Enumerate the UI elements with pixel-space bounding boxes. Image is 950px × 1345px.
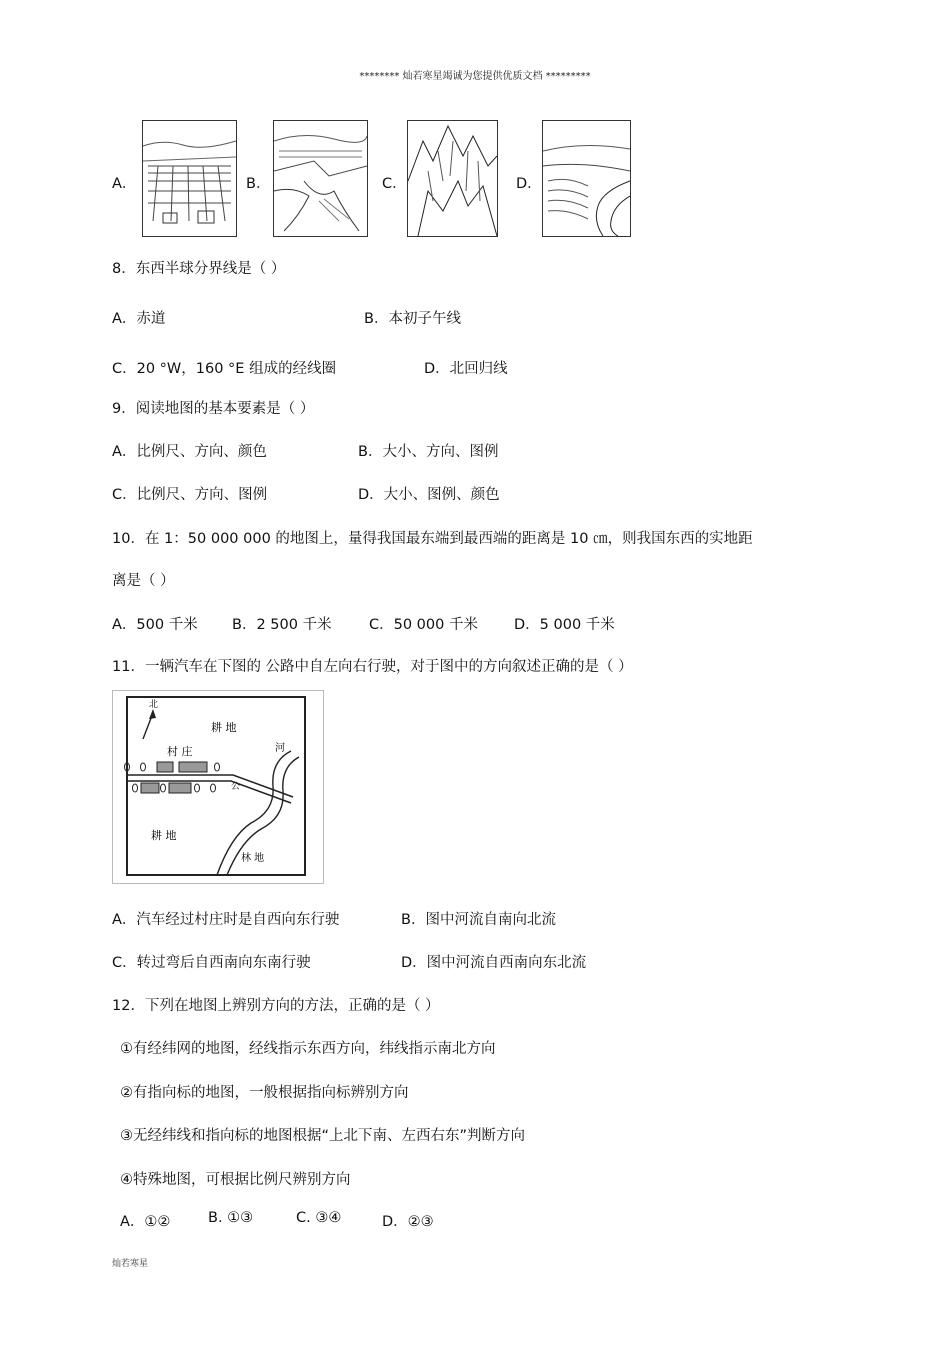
village-houses bbox=[141, 762, 207, 793]
q7-option-a-label[interactable]: A． bbox=[112, 176, 137, 192]
village-label: 村 庄 bbox=[167, 745, 193, 758]
q11-stem: 11．一辆汽车在下图的 公路中自左向右行驶，对于图中的方向叙述正确的是（ ） bbox=[112, 659, 633, 675]
page-footer: 灿若寒星 bbox=[112, 1259, 149, 1269]
q7-option-a-image[interactable] bbox=[142, 120, 237, 237]
q12-option-c[interactable]: C. ③④ bbox=[296, 1210, 342, 1226]
q10-option-c[interactable]: C．50 000 千米 bbox=[369, 617, 478, 633]
q8-option-b[interactable]: B．本初子午线 bbox=[364, 311, 461, 327]
q12-statement-1: ①有经纬网的地图，经线指示东西方向，纬线指示南北方向 bbox=[120, 1041, 496, 1057]
q11-option-d[interactable]: D．图中河流自西南向东北流 bbox=[401, 955, 587, 971]
q7-option-d-image[interactable] bbox=[542, 120, 631, 237]
q12-option-a[interactable]: A．①② bbox=[120, 1214, 171, 1230]
q10-stem-line1: 10．在 1：50 000 000 的地图上，量得我国最东端到最西端的距离是 10 ㎝，则我国东西的实地距 bbox=[112, 531, 753, 547]
q10-option-d[interactable]: D．5 000 千米 bbox=[514, 617, 615, 633]
q11-map bbox=[112, 690, 324, 884]
north-label: 北 bbox=[149, 700, 159, 710]
forest-label: 林 地 bbox=[241, 853, 265, 864]
q9-option-d[interactable]: D．大小、图例、颜色 bbox=[358, 487, 500, 503]
page-header: ******** 灿若寒星竭诚为您提供优质文档 ********* bbox=[359, 71, 591, 82]
q7-option-b-image[interactable] bbox=[273, 120, 368, 237]
farmland-landscape-sketch bbox=[143, 121, 236, 236]
q12-statement-2: ②有指向标的地图，一般根据指向标辨别方向 bbox=[120, 1085, 409, 1101]
north-arrow-icon bbox=[143, 698, 158, 739]
q8-option-a[interactable]: A．赤道 bbox=[112, 311, 166, 327]
q12-option-b[interactable]: B. ①③ bbox=[208, 1210, 254, 1226]
mountain-landscape-sketch bbox=[408, 121, 497, 236]
q7-option-c-label[interactable]: C． bbox=[382, 176, 407, 192]
q9-option-c[interactable]: C．比例尺、方向、图例 bbox=[112, 487, 268, 503]
q11-option-b[interactable]: B．图中河流自南向北流 bbox=[401, 912, 556, 928]
road-label: 公 bbox=[231, 782, 241, 792]
q10-option-b[interactable]: B．2 500 千米 bbox=[232, 617, 332, 633]
q9-option-a[interactable]: A．比例尺、方向、颜色 bbox=[112, 444, 267, 460]
q8-stem: 8．东西半球分界线是（ ） bbox=[112, 261, 286, 277]
q7-option-b-label[interactable]: B． bbox=[246, 176, 271, 192]
q12-statement-3: ③无经纬线和指向标的地图根据“上北下南、左西右东”判断方向 bbox=[120, 1128, 526, 1144]
q11-option-c[interactable]: C．转过弯后自西南向东南行驶 bbox=[112, 955, 311, 971]
q7-option-c-image[interactable] bbox=[407, 120, 498, 237]
valley-landscape-sketch bbox=[274, 121, 367, 236]
q8-option-d[interactable]: D．北回归线 bbox=[424, 361, 508, 377]
q9-stem: 9．阅读地图的基本要素是（ ） bbox=[112, 401, 315, 417]
q12-statement-4: ④特殊地图，可根据比例尺辨别方向 bbox=[120, 1172, 351, 1188]
q11-option-a[interactable]: A．汽车经过村庄时是自西向东行驶 bbox=[112, 912, 340, 928]
q9-option-b[interactable]: B．大小、方向、图例 bbox=[358, 444, 499, 460]
farmland-top-label: 耕 地 bbox=[211, 721, 237, 734]
q12-stem: 12．下列在地图上辨别方向的方法，正确的是（ ） bbox=[112, 998, 440, 1014]
q12-option-d[interactable]: D．②③ bbox=[382, 1214, 434, 1230]
q8-option-c[interactable]: C．20 °W，160 °E 组成的经线圈 bbox=[112, 361, 337, 377]
terraced-river-sketch bbox=[543, 121, 630, 236]
q10-stem-line2: 离是（ ） bbox=[112, 573, 175, 589]
q10-option-a[interactable]: A．500 千米 bbox=[112, 617, 198, 633]
river-label: 河 bbox=[275, 743, 285, 754]
q7-option-d-label[interactable]: D． bbox=[516, 176, 542, 192]
farmland-bottom-label: 耕 地 bbox=[151, 829, 177, 842]
